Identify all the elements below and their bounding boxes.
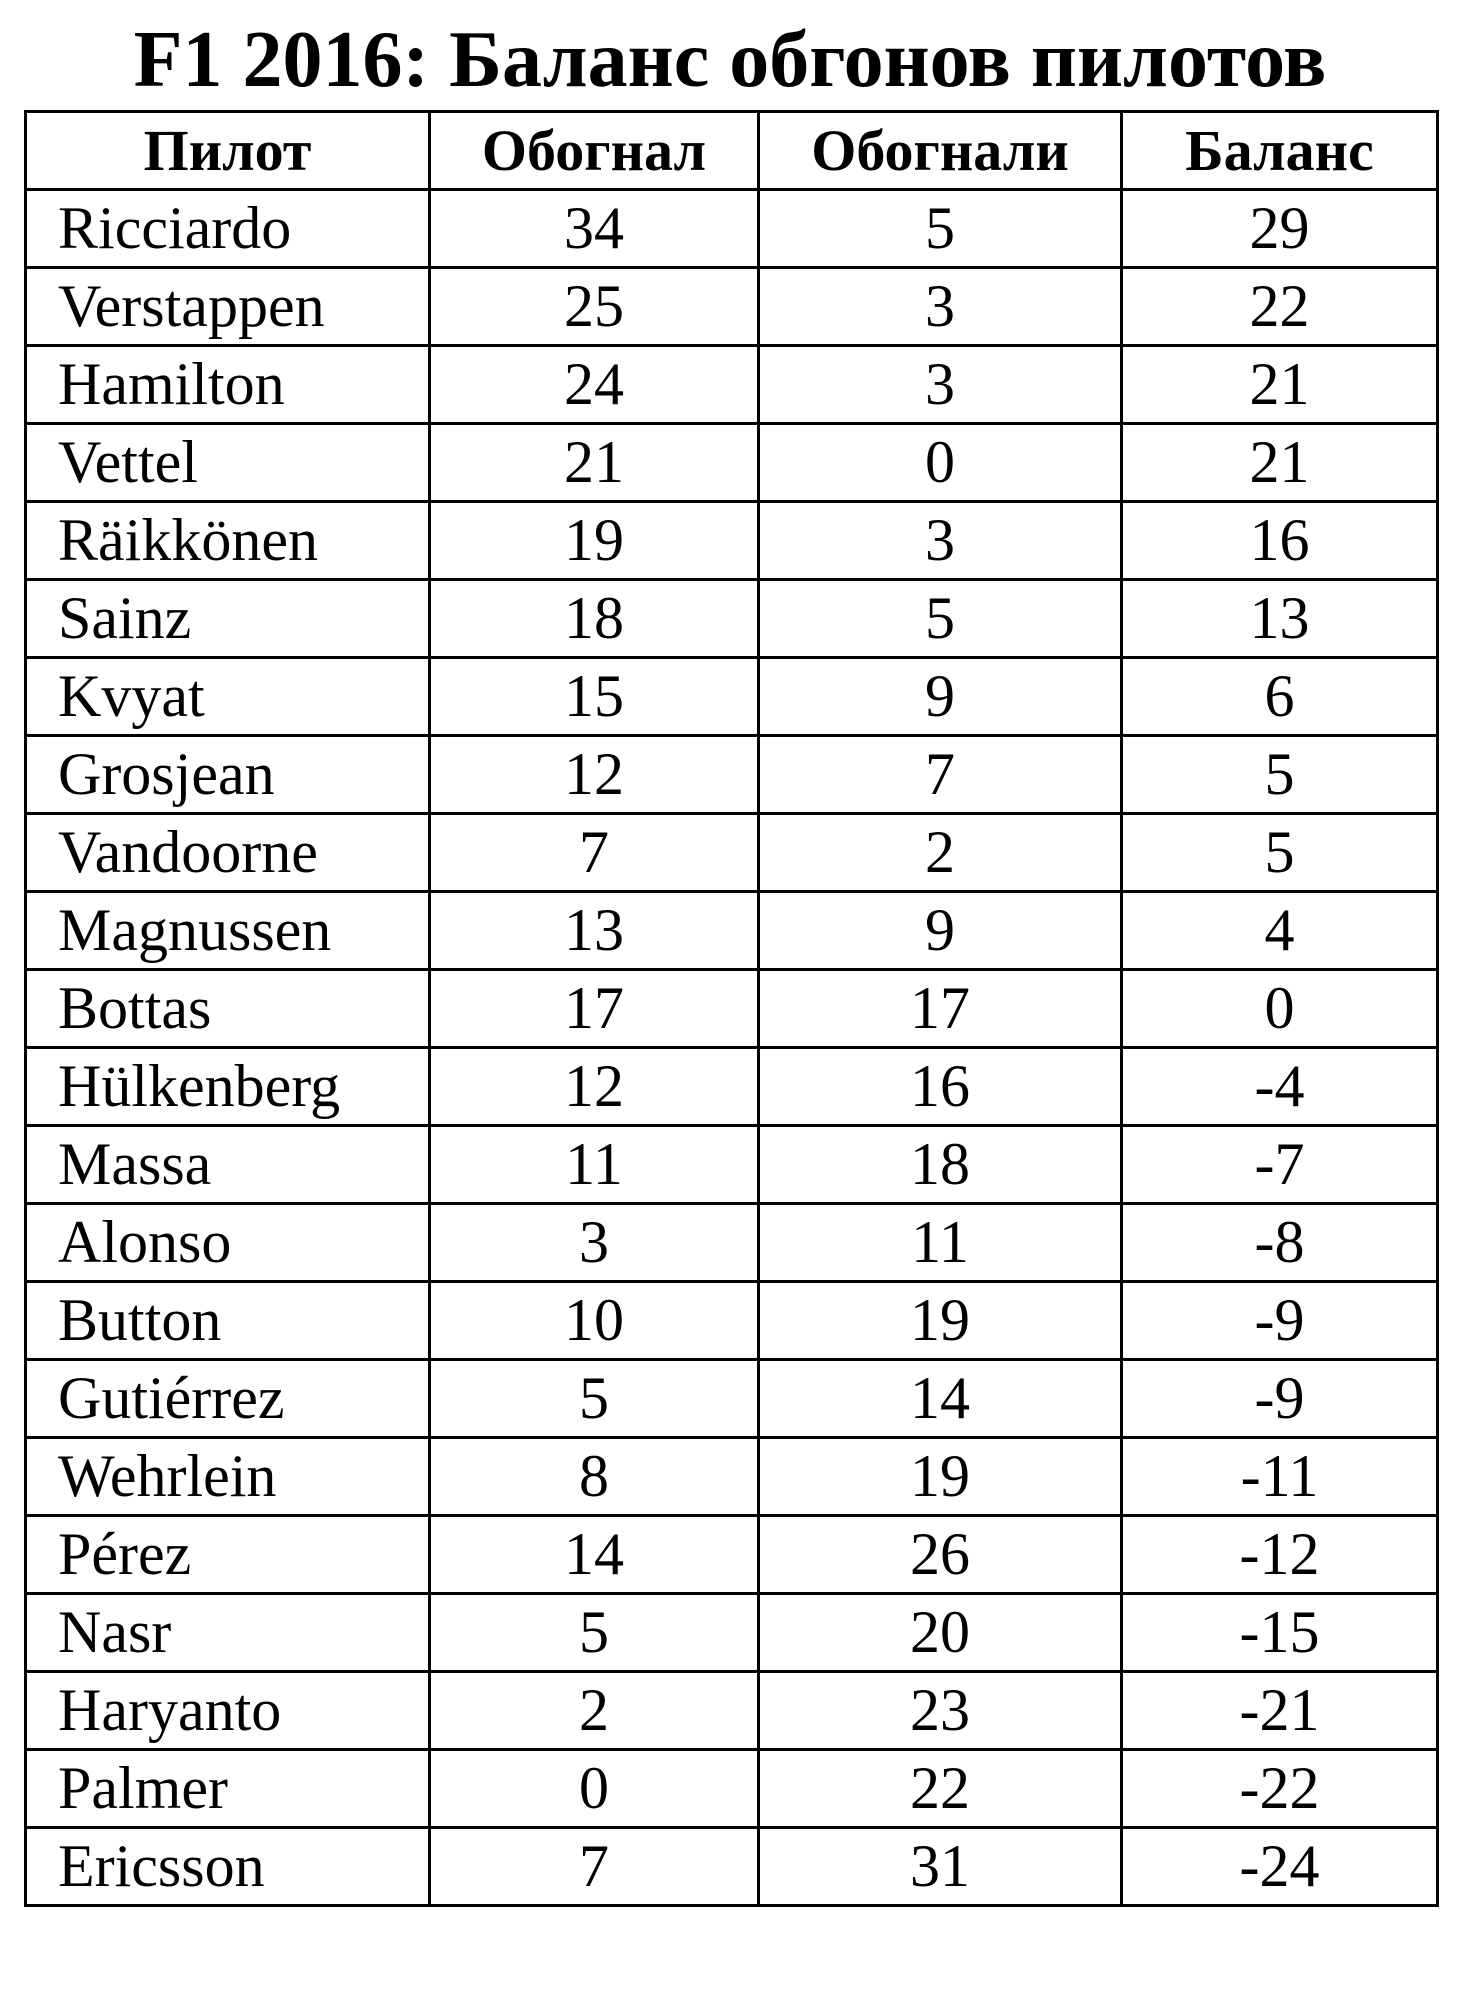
pilot-cell: Vandoorne	[26, 814, 430, 892]
overtook-cell: 5	[430, 1360, 759, 1438]
overtaken-cell: 7	[759, 736, 1122, 814]
overtook-cell: 12	[430, 736, 759, 814]
table-row	[26, 346, 1438, 424]
overtook-cell: 13	[430, 892, 759, 970]
overtaken-cell: 23	[759, 1672, 1122, 1750]
overtaken-cell: 0	[759, 424, 1122, 502]
header-balance: Баланс	[1122, 112, 1438, 190]
balance-cell: -9	[1122, 1360, 1438, 1438]
pilot-cell: Nasr	[26, 1594, 430, 1672]
overtaken-cell: 3	[759, 346, 1122, 424]
overtook-cell: 34	[430, 190, 759, 268]
header-overtaken: Обогнали	[759, 112, 1122, 190]
table-row	[26, 190, 1438, 268]
pilot-cell: Gutiérrez	[26, 1360, 430, 1438]
balance-cell: -24	[1122, 1828, 1438, 1906]
pilot-cell: Ericsson	[26, 1828, 430, 1906]
balance-cell: -11	[1122, 1438, 1438, 1516]
pilot-cell: Bottas	[26, 970, 430, 1048]
table-row	[26, 268, 1438, 346]
overtaken-cell: 26	[759, 1516, 1122, 1594]
pilot-cell: Palmer	[26, 1750, 430, 1828]
table-row	[26, 1048, 1438, 1126]
balance-cell: 6	[1122, 658, 1438, 736]
table-row	[26, 970, 1438, 1048]
overtaken-cell: 3	[759, 502, 1122, 580]
overtaken-cell: 19	[759, 1282, 1122, 1360]
table-row	[26, 892, 1438, 970]
pilot-cell: Verstappen	[26, 268, 430, 346]
pilot-cell: Pérez	[26, 1516, 430, 1594]
table-row	[26, 1672, 1438, 1750]
pilot-cell: Massa	[26, 1126, 430, 1204]
balance-cell: 4	[1122, 892, 1438, 970]
balance-cell: 16	[1122, 502, 1438, 580]
header-pilot: Пилот	[26, 112, 430, 190]
overtaken-cell: 16	[759, 1048, 1122, 1126]
overtaken-cell: 2	[759, 814, 1122, 892]
overtakes-table	[24, 110, 1439, 1907]
balance-cell: -22	[1122, 1750, 1438, 1828]
balance-cell: 13	[1122, 580, 1438, 658]
overtaken-cell: 17	[759, 970, 1122, 1048]
table-row	[26, 1126, 1438, 1204]
balance-cell: -4	[1122, 1048, 1438, 1126]
overtaken-cell: 5	[759, 580, 1122, 658]
overtook-cell: 3	[430, 1204, 759, 1282]
pilot-cell: Wehrlein	[26, 1438, 430, 1516]
table-row	[26, 1360, 1438, 1438]
balance-cell: -12	[1122, 1516, 1438, 1594]
balance-cell: -8	[1122, 1204, 1438, 1282]
balance-cell: 22	[1122, 268, 1438, 346]
pilot-cell: Sainz	[26, 580, 430, 658]
table-row	[26, 814, 1438, 892]
overtaken-cell: 19	[759, 1438, 1122, 1516]
overtook-cell: 25	[430, 268, 759, 346]
table-row	[26, 1828, 1438, 1906]
pilot-cell: Kvyat	[26, 658, 430, 736]
balance-cell: -7	[1122, 1126, 1438, 1204]
table-body	[26, 190, 1438, 1906]
table-row	[26, 424, 1438, 502]
pilot-cell: Grosjean	[26, 736, 430, 814]
balance-cell: 0	[1122, 970, 1438, 1048]
pilot-cell: Vettel	[26, 424, 430, 502]
balance-cell: 29	[1122, 190, 1438, 268]
table-row	[26, 1204, 1438, 1282]
overtook-cell: 10	[430, 1282, 759, 1360]
overtook-cell: 7	[430, 1828, 759, 1906]
balance-cell: -15	[1122, 1594, 1438, 1672]
table-row	[26, 1282, 1438, 1360]
pilot-cell: Alonso	[26, 1204, 430, 1282]
pilot-cell: Magnussen	[26, 892, 430, 970]
pilot-cell: Haryanto	[26, 1672, 430, 1750]
overtaken-cell: 22	[759, 1750, 1122, 1828]
overtook-cell: 12	[430, 1048, 759, 1126]
overtook-cell: 8	[430, 1438, 759, 1516]
overtook-cell: 0	[430, 1750, 759, 1828]
balance-cell: -9	[1122, 1282, 1438, 1360]
table-row	[26, 1750, 1438, 1828]
overtaken-cell: 14	[759, 1360, 1122, 1438]
page-title: F1 2016: Баланс обгонов пилотов	[133, 16, 1327, 104]
overtook-cell: 2	[430, 1672, 759, 1750]
overtaken-cell: 9	[759, 658, 1122, 736]
balance-cell: 21	[1122, 346, 1438, 424]
table-row	[26, 1516, 1438, 1594]
header-row	[26, 112, 1438, 190]
pilot-cell: Räikkönen	[26, 502, 430, 580]
pilot-cell: Button	[26, 1282, 430, 1360]
table-row	[26, 658, 1438, 736]
table-row	[26, 502, 1438, 580]
pilot-cell: Hülkenberg	[26, 1048, 430, 1126]
table-row	[26, 736, 1438, 814]
header-overtook: Обогнал	[430, 112, 759, 190]
overtook-cell: 18	[430, 580, 759, 658]
overtaken-cell: 18	[759, 1126, 1122, 1204]
balance-cell: 21	[1122, 424, 1438, 502]
overtook-cell: 11	[430, 1126, 759, 1204]
balance-cell: -21	[1122, 1672, 1438, 1750]
overtook-cell: 15	[430, 658, 759, 736]
table-row	[26, 580, 1438, 658]
pilot-cell: Ricciardo	[26, 190, 430, 268]
overtaken-cell: 11	[759, 1204, 1122, 1282]
overtook-cell: 7	[430, 814, 759, 892]
balance-cell: 5	[1122, 736, 1438, 814]
balance-cell: 5	[1122, 814, 1438, 892]
overtaken-cell: 9	[759, 892, 1122, 970]
overtook-cell: 14	[430, 1516, 759, 1594]
overtook-cell: 24	[430, 346, 759, 424]
overtook-cell: 5	[430, 1594, 759, 1672]
overtook-cell: 17	[430, 970, 759, 1048]
overtaken-cell: 3	[759, 268, 1122, 346]
overtook-cell: 19	[430, 502, 759, 580]
overtaken-cell: 20	[759, 1594, 1122, 1672]
table-row	[26, 1438, 1438, 1516]
overtaken-cell: 5	[759, 190, 1122, 268]
table-row	[26, 1594, 1438, 1672]
overtaken-cell: 31	[759, 1828, 1122, 1906]
pilot-cell: Hamilton	[26, 346, 430, 424]
overtook-cell: 21	[430, 424, 759, 502]
